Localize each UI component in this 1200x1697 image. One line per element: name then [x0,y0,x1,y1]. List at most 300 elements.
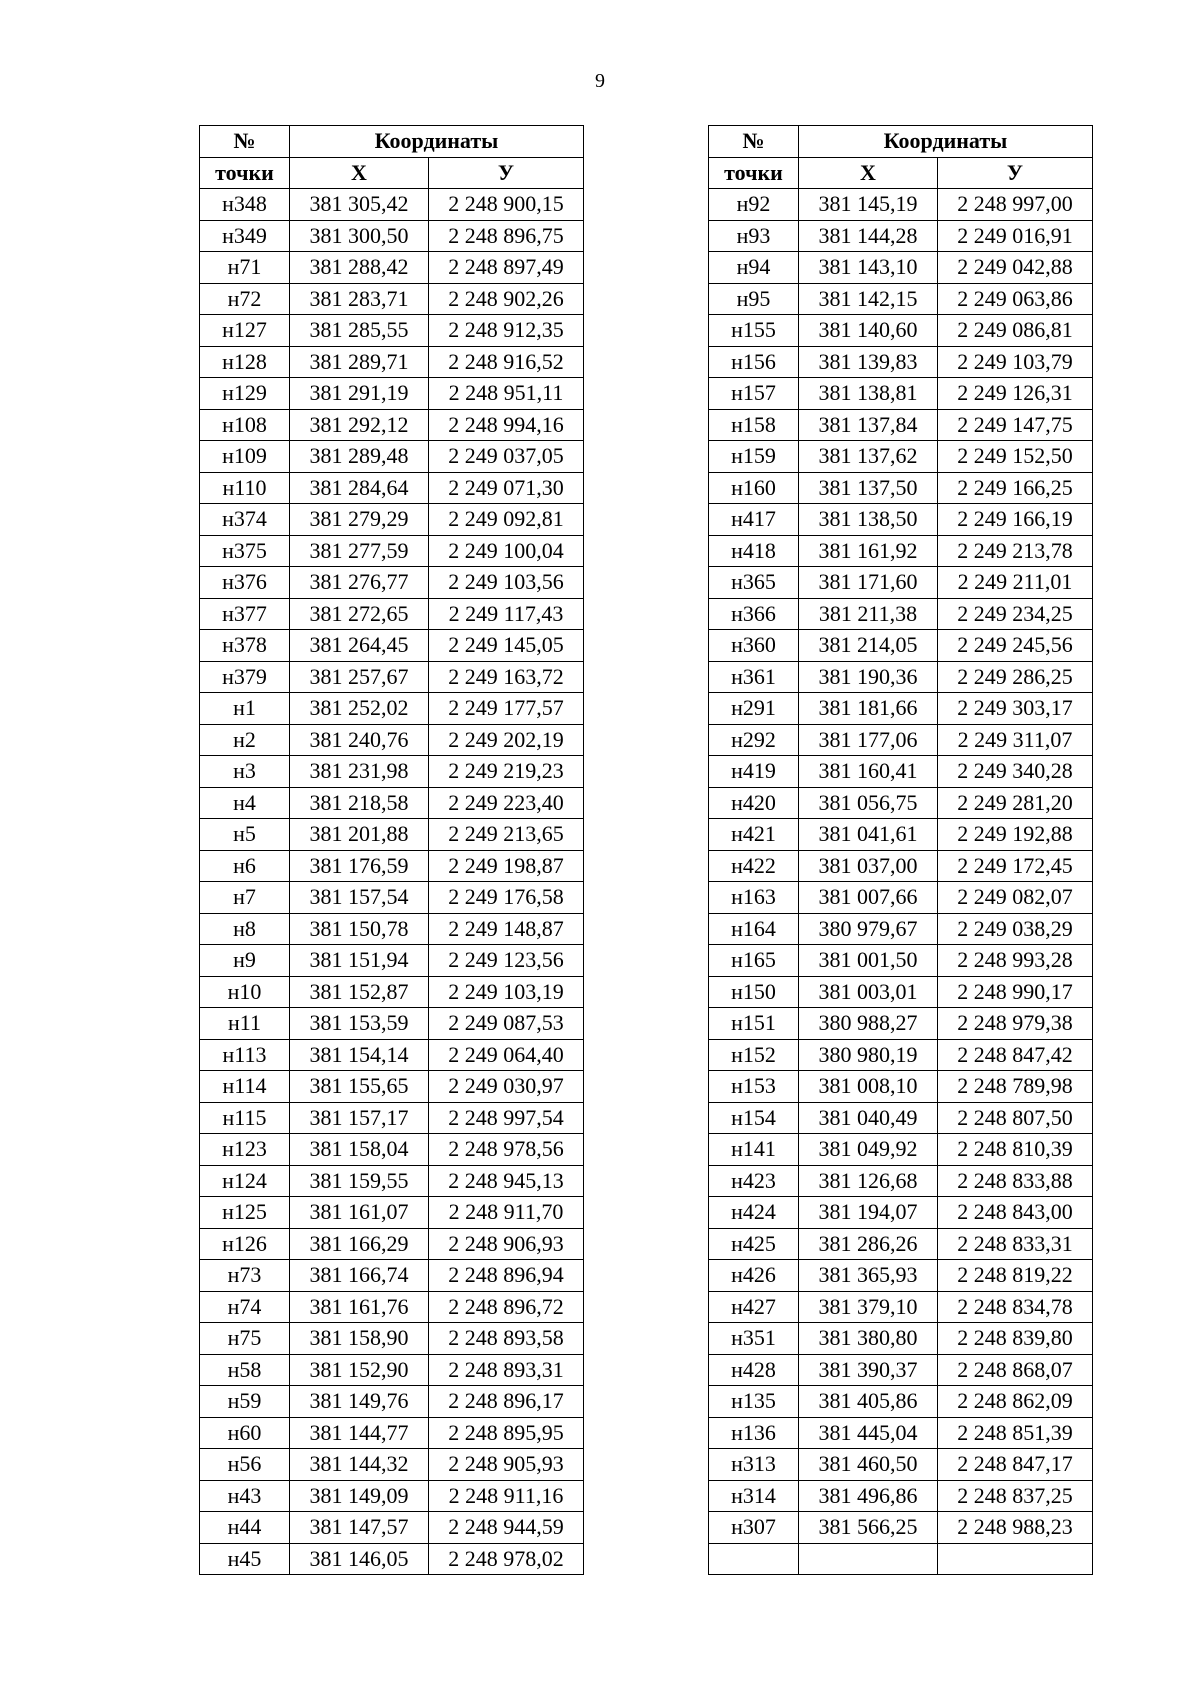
x-coordinate-cell: 381 153,59 [290,1008,429,1040]
table-row [200,1039,584,1071]
point-number-cell: н114 [200,1071,290,1103]
x-coordinate-cell: 381 137,62 [799,441,938,473]
x-coordinate-cell: 381 155,65 [290,1071,429,1103]
x-coordinate-cell: 381 177,06 [799,724,938,756]
x-coordinate-cell: 381 158,90 [290,1323,429,1355]
y-coordinate-cell: 2 248 896,17 [429,1386,584,1418]
point-number-cell: н420 [709,787,799,819]
y-coordinate-cell: 2 248 900,15 [429,189,584,221]
x-coordinate-cell: 381 157,17 [290,1102,429,1134]
table-row [200,346,584,378]
point-number-cell: н71 [200,252,290,284]
y-coordinate-cell: 2 249 042,88 [938,252,1093,284]
table-row [709,724,1093,756]
x-coordinate-cell: 381 149,09 [290,1480,429,1512]
table-row [200,819,584,851]
y-coordinate-cell: 2 248 990,17 [938,976,1093,1008]
x-coordinate-cell: 381 257,67 [290,661,429,693]
point-number-cell: н60 [200,1417,290,1449]
table-row [709,882,1093,914]
table-row [709,346,1093,378]
y-coordinate-cell: 2 248 893,31 [429,1354,584,1386]
table-row [709,913,1093,945]
x-coordinate-cell: 381 001,50 [799,945,938,977]
table-row [709,1260,1093,1292]
y-coordinate-cell: 2 249 177,57 [429,693,584,725]
y-coordinate-cell: 2 248 905,93 [429,1449,584,1481]
x-coordinate-cell: 381 154,14 [290,1039,429,1071]
y-coordinate-cell: 2 248 988,23 [938,1512,1093,1544]
point-number-cell: н377 [200,598,290,630]
y-coordinate-cell: 2 248 994,16 [429,409,584,441]
point-number-cell: н423 [709,1165,799,1197]
table-row [200,630,584,662]
y-coordinate-cell: 2 249 037,05 [429,441,584,473]
point-number-cell: н348 [200,189,290,221]
table-row [709,1071,1093,1103]
table-row [200,315,584,347]
x-coordinate-cell: 381 405,86 [799,1386,938,1418]
y-coordinate-cell: 2 249 192,88 [938,819,1093,851]
table-row [200,472,584,504]
table-row [200,1165,584,1197]
point-number-cell: н123 [200,1134,290,1166]
x-coordinate-cell: 381 139,83 [799,346,938,378]
point-number-cell: н419 [709,756,799,788]
x-coordinate-cell: 381 284,64 [290,472,429,504]
x-coordinate-cell: 380 980,19 [799,1039,938,1071]
x-coordinate-cell: 381 056,75 [799,787,938,819]
x-coordinate-cell: 381 161,76 [290,1291,429,1323]
table-row [200,1386,584,1418]
x-coordinate-cell: 381 147,57 [290,1512,429,1544]
table-row [200,1291,584,1323]
table-row [200,1197,584,1229]
x-coordinate-cell: 381 137,50 [799,472,938,504]
y-coordinate-cell [938,1543,1093,1575]
y-coordinate-cell: 2 249 148,87 [429,913,584,945]
y-column-header: У [429,157,584,189]
x-coordinate-cell: 381 171,60 [799,567,938,599]
y-coordinate-cell: 2 249 245,56 [938,630,1093,662]
y-coordinate-cell: 2 248 895,95 [429,1417,584,1449]
x-coordinate-cell: 381 137,84 [799,409,938,441]
x-coordinate-cell: 381 176,59 [290,850,429,882]
point-number-cell: н58 [200,1354,290,1386]
x-coordinate-cell: 381 138,81 [799,378,938,410]
x-coordinate-cell: 381 008,10 [799,1071,938,1103]
y-coordinate-cell: 2 248 979,38 [938,1008,1093,1040]
y-coordinate-cell: 2 248 833,88 [938,1165,1093,1197]
point-number-cell: н292 [709,724,799,756]
table-row [200,1480,584,1512]
y-coordinate-cell: 2 249 145,05 [429,630,584,662]
table-row [709,1386,1093,1418]
y-coordinate-cell: 2 248 833,31 [938,1228,1093,1260]
table-row [709,1039,1093,1071]
point-number-cell: н56 [200,1449,290,1481]
y-coordinate-cell: 2 249 166,19 [938,504,1093,536]
x-coordinate-cell: 381 143,10 [799,252,938,284]
table-row [200,976,584,1008]
x-coordinate-cell: 381 496,86 [799,1480,938,1512]
point-number-cell: н45 [200,1543,290,1575]
y-coordinate-cell: 2 249 311,07 [938,724,1093,756]
x-coordinate-cell: 381 144,77 [290,1417,429,1449]
y-coordinate-cell: 2 248 847,42 [938,1039,1093,1071]
point-number-cell: н421 [709,819,799,851]
table-row [200,504,584,536]
y-coordinate-cell: 2 249 213,78 [938,535,1093,567]
x-coordinate-cell: 381 040,49 [799,1102,938,1134]
y-coordinate-cell: 2 248 851,39 [938,1417,1093,1449]
table-row [200,441,584,473]
point-number-cell: н73 [200,1260,290,1292]
table-row [709,598,1093,630]
point-number-cell: н156 [709,346,799,378]
point-number-cell: н160 [709,472,799,504]
table-row [200,535,584,567]
y-coordinate-cell: 2 249 147,75 [938,409,1093,441]
point-number-cell: н3 [200,756,290,788]
table-row [709,1134,1093,1166]
x-coordinate-cell: 381 166,29 [290,1228,429,1260]
table-row [200,945,584,977]
y-coordinate-cell: 2 248 819,22 [938,1260,1093,1292]
table-row [709,409,1093,441]
point-number-cell: н43 [200,1480,290,1512]
y-coordinate-cell: 2 248 834,78 [938,1291,1093,1323]
table-row [200,850,584,882]
point-number-cell: н165 [709,945,799,977]
point-number-cell: н7 [200,882,290,914]
y-coordinate-cell: 2 249 103,19 [429,976,584,1008]
y-coordinate-cell: 2 249 211,01 [938,567,1093,599]
table-row [709,283,1093,315]
table-row [200,220,584,252]
table-row [709,189,1093,221]
y-coordinate-cell: 2 249 103,56 [429,567,584,599]
point-number-cell: н141 [709,1134,799,1166]
point-number-cell: н422 [709,850,799,882]
y-coordinate-cell: 2 249 016,91 [938,220,1093,252]
point-number-cell: н151 [709,1008,799,1040]
x-coordinate-cell: 381 289,48 [290,441,429,473]
table-row [709,535,1093,567]
x-coordinate-cell: 381 037,00 [799,850,938,882]
x-coordinate-cell: 380 988,27 [799,1008,938,1040]
table-row [709,220,1093,252]
y-coordinate-cell: 2 248 912,35 [429,315,584,347]
point-number-cell: н153 [709,1071,799,1103]
table-row [709,693,1093,725]
table-row [709,1543,1093,1575]
y-coordinate-cell: 2 249 117,43 [429,598,584,630]
point-number-cell: н376 [200,567,290,599]
table-row [200,787,584,819]
x-coordinate-cell: 381 138,50 [799,504,938,536]
y-column-header: У [938,157,1093,189]
table-row [709,787,1093,819]
x-coordinate-cell: 381 218,58 [290,787,429,819]
table-row [200,1228,584,1260]
x-coordinate-cell: 381 252,02 [290,693,429,725]
point-number-cell: н110 [200,472,290,504]
x-coordinate-cell: 381 300,50 [290,220,429,252]
point-number-cell: н361 [709,661,799,693]
x-coordinate-cell: 381 144,32 [290,1449,429,1481]
point-number-cell: н115 [200,1102,290,1134]
y-coordinate-cell: 2 249 063,86 [938,283,1093,315]
point-number-cell: н5 [200,819,290,851]
table-row [709,1512,1093,1544]
x-coordinate-cell: 381 277,59 [290,535,429,567]
point-number-cell: н417 [709,504,799,536]
coordinates-header: Координаты [290,126,584,158]
y-coordinate-cell: 2 249 234,25 [938,598,1093,630]
x-coordinate-cell: 381 149,76 [290,1386,429,1418]
y-coordinate-cell: 2 249 172,45 [938,850,1093,882]
y-coordinate-cell: 2 248 945,13 [429,1165,584,1197]
y-coordinate-cell: 2 249 082,07 [938,882,1093,914]
table-row [709,1354,1093,1386]
point-number-cell: н93 [709,220,799,252]
x-column-header: Х [290,157,429,189]
x-coordinate-cell: 381 140,60 [799,315,938,347]
point-number-cell: н127 [200,315,290,347]
x-coordinate-cell: 381 240,76 [290,724,429,756]
point-number-cell: н94 [709,252,799,284]
table-row [709,441,1093,473]
table-row [200,1417,584,1449]
table-row [709,252,1093,284]
x-coordinate-cell: 381 291,19 [290,378,429,410]
x-coordinate-cell: 381 161,92 [799,535,938,567]
y-coordinate-cell: 2 248 807,50 [938,1102,1093,1134]
point-number-cell: н10 [200,976,290,1008]
y-coordinate-cell: 2 248 843,00 [938,1197,1093,1229]
table-row [200,1354,584,1386]
y-coordinate-cell: 2 248 896,94 [429,1260,584,1292]
point-number-subheader: точки [709,157,799,189]
table-row [709,1449,1093,1481]
y-coordinate-cell: 2 248 862,09 [938,1386,1093,1418]
x-coordinate-cell: 381 566,25 [799,1512,938,1544]
point-number-cell: н95 [709,283,799,315]
y-coordinate-cell: 2 248 916,52 [429,346,584,378]
x-coordinate-cell: 381 286,26 [799,1228,938,1260]
y-coordinate-cell: 2 249 163,72 [429,661,584,693]
point-number-cell [709,1543,799,1575]
x-coordinate-cell: 381 144,28 [799,220,938,252]
table-row [200,1543,584,1575]
point-number-header: № [709,126,799,158]
x-coordinate-cell: 381 041,61 [799,819,938,851]
point-number-cell: н126 [200,1228,290,1260]
point-number-subheader: точки [200,157,290,189]
point-number-cell: н424 [709,1197,799,1229]
y-coordinate-cell: 2 249 223,40 [429,787,584,819]
y-coordinate-cell: 2 249 038,29 [938,913,1093,945]
x-coordinate-cell: 381 152,90 [290,1354,429,1386]
x-coordinate-cell: 381 003,01 [799,976,938,1008]
x-coordinate-cell: 381 126,68 [799,1165,938,1197]
point-number-cell: н157 [709,378,799,410]
point-number-cell: н92 [709,189,799,221]
x-coordinate-cell: 381 160,41 [799,756,938,788]
table-row [709,630,1093,662]
coordinates-table-left [199,125,584,1575]
point-number-cell: н150 [709,976,799,1008]
point-number-cell: н108 [200,409,290,441]
point-number-cell: н360 [709,630,799,662]
y-coordinate-cell: 2 248 893,58 [429,1323,584,1355]
y-coordinate-cell: 2 249 092,81 [429,504,584,536]
table-row [709,1323,1093,1355]
table-row [200,693,584,725]
table-row [709,378,1093,410]
table-row [200,1512,584,1544]
table-row [200,1449,584,1481]
point-number-cell: н159 [709,441,799,473]
point-number-cell: н113 [200,1039,290,1071]
y-coordinate-cell: 2 249 064,40 [429,1039,584,1071]
table-row [709,819,1093,851]
point-number-cell: н379 [200,661,290,693]
y-coordinate-cell: 2 249 213,65 [429,819,584,851]
y-coordinate-cell: 2 249 071,30 [429,472,584,504]
point-number-cell: н428 [709,1354,799,1386]
y-coordinate-cell: 2 248 810,39 [938,1134,1093,1166]
x-coordinate-cell: 381 380,80 [799,1323,938,1355]
table-row [709,1197,1093,1229]
table-row [200,598,584,630]
x-coordinate-cell: 380 979,67 [799,913,938,945]
table-row [709,315,1093,347]
y-coordinate-cell: 2 249 176,58 [429,882,584,914]
y-coordinate-cell: 2 249 202,19 [429,724,584,756]
x-coordinate-cell: 381 231,98 [290,756,429,788]
y-coordinate-cell: 2 248 944,59 [429,1512,584,1544]
y-coordinate-cell: 2 248 911,16 [429,1480,584,1512]
point-number-cell: н2 [200,724,290,756]
x-coordinate-cell: 381 157,54 [290,882,429,914]
x-coordinate-cell: 381 152,87 [290,976,429,1008]
table-row [200,1134,584,1166]
y-coordinate-cell: 2 249 103,79 [938,346,1093,378]
table-row [200,1008,584,1040]
y-coordinate-cell: 2 249 087,53 [429,1008,584,1040]
point-number-cell: н374 [200,504,290,536]
point-number-cell: н124 [200,1165,290,1197]
y-coordinate-cell: 2 249 123,56 [429,945,584,977]
x-coordinate-cell: 381 272,65 [290,598,429,630]
point-number-header: № [200,126,290,158]
x-coordinate-cell: 381 289,71 [290,346,429,378]
point-number-cell: н158 [709,409,799,441]
table-row [200,567,584,599]
y-coordinate-cell: 2 248 868,07 [938,1354,1093,1386]
x-coordinate-cell: 381 390,37 [799,1354,938,1386]
x-coordinate-cell: 381 264,45 [290,630,429,662]
y-coordinate-cell: 2 249 126,31 [938,378,1093,410]
y-coordinate-cell: 2 248 839,80 [938,1323,1093,1355]
point-number-cell: н74 [200,1291,290,1323]
y-coordinate-cell: 2 248 897,49 [429,252,584,284]
x-coordinate-cell: 381 166,74 [290,1260,429,1292]
table-row [200,252,584,284]
table-row [709,1291,1093,1323]
table-row [709,567,1093,599]
y-coordinate-cell: 2 249 303,17 [938,693,1093,725]
y-coordinate-cell: 2 249 198,87 [429,850,584,882]
table-row [709,850,1093,882]
point-number-cell: н8 [200,913,290,945]
point-number-cell: н164 [709,913,799,945]
point-number-cell: н129 [200,378,290,410]
point-number-cell: н44 [200,1512,290,1544]
x-coordinate-cell: 381 158,04 [290,1134,429,1166]
x-coordinate-cell: 381 211,38 [799,598,938,630]
x-coordinate-cell: 381 194,07 [799,1197,938,1229]
coordinates-header: Координаты [799,126,1093,158]
y-coordinate-cell: 2 248 896,75 [429,220,584,252]
point-number-cell: н418 [709,535,799,567]
x-coordinate-cell [799,1543,938,1575]
x-coordinate-cell: 381 460,50 [799,1449,938,1481]
x-coordinate-cell: 381 279,29 [290,504,429,536]
table-row [709,1480,1093,1512]
x-coordinate-cell: 381 283,71 [290,283,429,315]
y-coordinate-cell: 2 249 286,25 [938,661,1093,693]
point-number-cell: н59 [200,1386,290,1418]
x-coordinate-cell: 381 007,66 [799,882,938,914]
point-number-cell: н351 [709,1323,799,1355]
x-coordinate-cell: 381 445,04 [799,1417,938,1449]
point-number-cell: н136 [709,1417,799,1449]
y-coordinate-cell: 2 248 847,17 [938,1449,1093,1481]
table-row [200,756,584,788]
table-row [200,409,584,441]
y-coordinate-cell: 2 248 951,11 [429,378,584,410]
point-number-cell: н9 [200,945,290,977]
point-number-cell: н11 [200,1008,290,1040]
table-row [200,1260,584,1292]
page-number: 9 [595,70,605,92]
y-coordinate-cell: 2 249 030,97 [429,1071,584,1103]
point-number-cell: н163 [709,882,799,914]
table-row [200,661,584,693]
table-row [709,1008,1093,1040]
table-row [709,1165,1093,1197]
table-row [200,882,584,914]
x-coordinate-cell: 381 365,93 [799,1260,938,1292]
table-row [709,756,1093,788]
x-coordinate-cell: 381 181,66 [799,693,938,725]
point-number-cell: н313 [709,1449,799,1481]
x-coordinate-cell: 381 288,42 [290,252,429,284]
point-number-cell: н427 [709,1291,799,1323]
y-coordinate-cell: 2 248 993,28 [938,945,1093,977]
point-number-cell: н426 [709,1260,799,1292]
point-number-cell: н154 [709,1102,799,1134]
table-row [200,1323,584,1355]
x-column-header: Х [799,157,938,189]
y-coordinate-cell: 2 248 906,93 [429,1228,584,1260]
y-coordinate-cell: 2 249 086,81 [938,315,1093,347]
point-number-cell: н378 [200,630,290,662]
y-coordinate-cell: 2 248 837,25 [938,1480,1093,1512]
